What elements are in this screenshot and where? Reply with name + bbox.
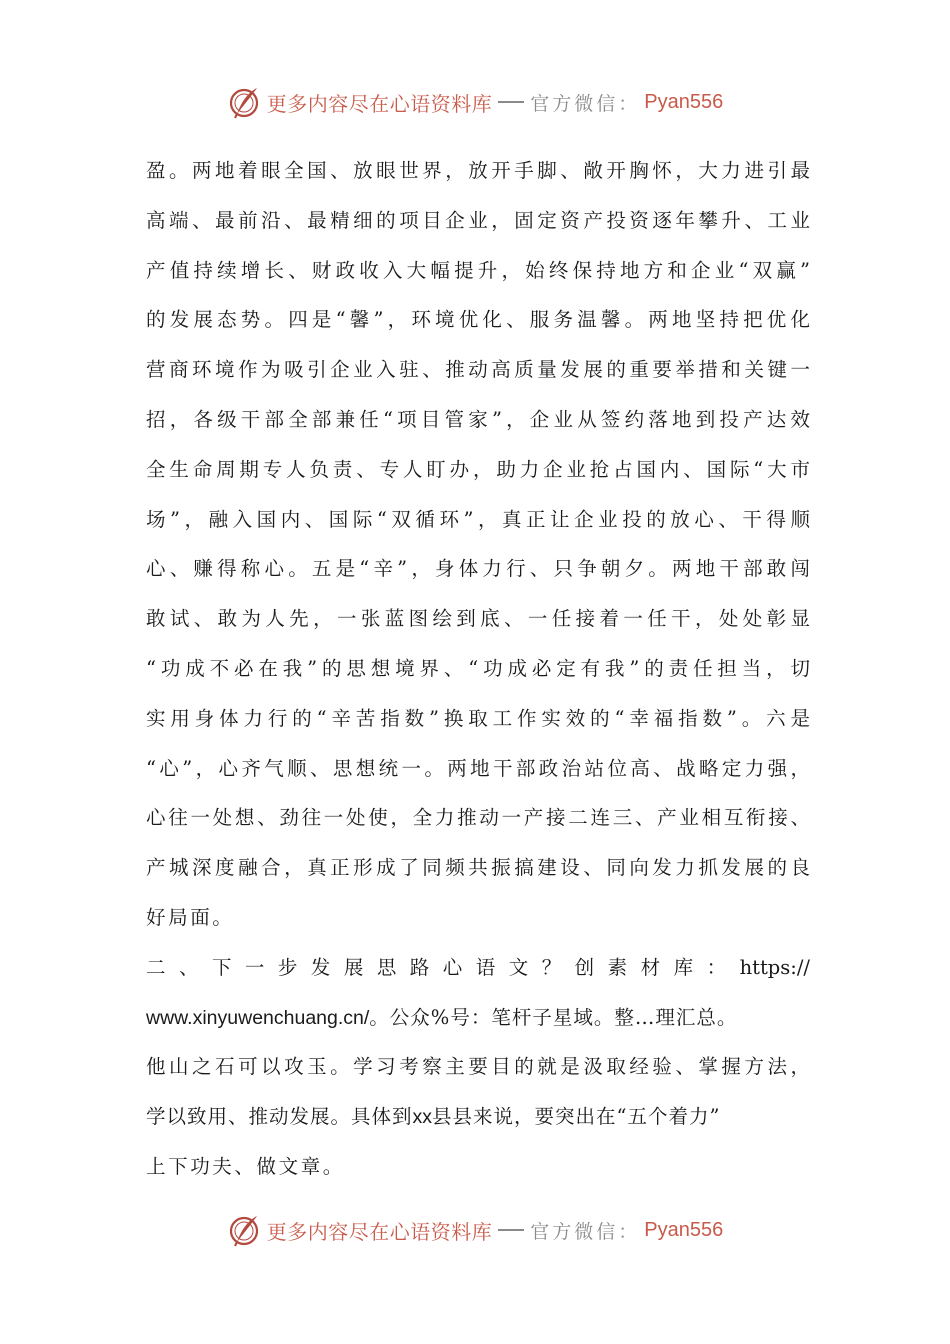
county-placeholder: xx (412, 1106, 433, 1129)
body-line: 产城深度融合，真正形成了同频共振搞建设、同向发力抓发展的良 (146, 856, 810, 880)
banner-wechat-label: 官方微信： (530, 92, 641, 115)
body-line: 高端、最前沿、最精细的项目企业，固定资产投资逐年攀升、工业 (146, 208, 810, 232)
banner-separator (498, 101, 524, 103)
banner-wechat-label: 官方微信： (530, 1220, 641, 1243)
body-line: 招，各级干部全部兼任“项目管家”，企业从签约落地到投产达效 (146, 407, 810, 431)
body-line: 实用身体力行的“辛苦指数”换取工作实效的“幸福指数”。六是 (146, 706, 810, 730)
body-line: 营商环境作为吸引企业入驻、推动高质量发展的重要举措和关键一 (146, 358, 810, 382)
body-line: 场”，融入国内、国际“双循环”，真正让企业投的放心、干得顺 (146, 507, 810, 531)
body-line: 盈。两地着眼全国、放眼世界，放开手脚、敞开胸怀，大力进引最 (146, 159, 810, 182)
document-body (146, 146, 810, 1192)
body-line: “心”，心齐气顺、思想统一。两地干部政治站位高、战略定力强， (146, 756, 810, 780)
body-line-mixed (146, 1092, 810, 1142)
quill-pen-logo-icon (227, 84, 263, 120)
website-url: www.xinyuwenchuang.cn/ (146, 1006, 370, 1029)
body-line: 上下功夫、做文章。 (146, 1154, 345, 1178)
header-banner (0, 80, 950, 124)
body-line: 心往一处想、劲往一处使，全力推动一产接二连三、产业相互衔接、 (146, 806, 810, 830)
banner-wechat-id: Pyan556 (644, 90, 724, 113)
quill-pen-logo-icon (227, 1212, 263, 1248)
banner-separator (498, 1229, 524, 1231)
text-segment: 县县来说，要突出在“五个着力” (432, 1105, 721, 1129)
body-line: 他山之石可以攻玉。学习考察主要目的就是汲取经验、掌握方法， (146, 1055, 810, 1079)
body-line: 全生命周期专人负责、专人盯办，助力企业抢占国内、国际“大市 (146, 457, 810, 481)
banner-title: 更多内容尽在心语资料库 (266, 91, 493, 116)
banner-title: 更多内容尽在心语资料库 (266, 1219, 493, 1244)
body-line: 敢试、敢为人先，一张蓝图绘到底、一任接着一任干，处处彰显 (146, 607, 810, 631)
text-segment: 学以致用、推动发展。具体到 (146, 1105, 413, 1129)
banner-wechat-id: Pyan556 (644, 1218, 724, 1241)
body-line: 的发展态势。四是“馨”，环境优化、服务温馨。两地坚持把优化 (146, 308, 810, 332)
url-line-rest: 。公众%号：笔杆子星域。整…理汇总。 (369, 1005, 738, 1029)
body-line: 产值持续增长、财政收入大幅提升，始终保持地方和企业“双赢” (146, 258, 810, 282)
url-line (146, 993, 810, 1043)
body-line: “功成不必在我”的思想境界、“功成必定有我”的责任担当，切 (146, 656, 810, 680)
body-line: 好局面。 (146, 905, 235, 929)
footer-banner (0, 1208, 950, 1252)
body-line: 心、赚得称心。五是“辛”，身体力行、只争朝夕。两地干部敢闯 (146, 557, 810, 581)
section-heading: 二、下一步发展思路心语文？创素材库：https:// (146, 955, 810, 979)
